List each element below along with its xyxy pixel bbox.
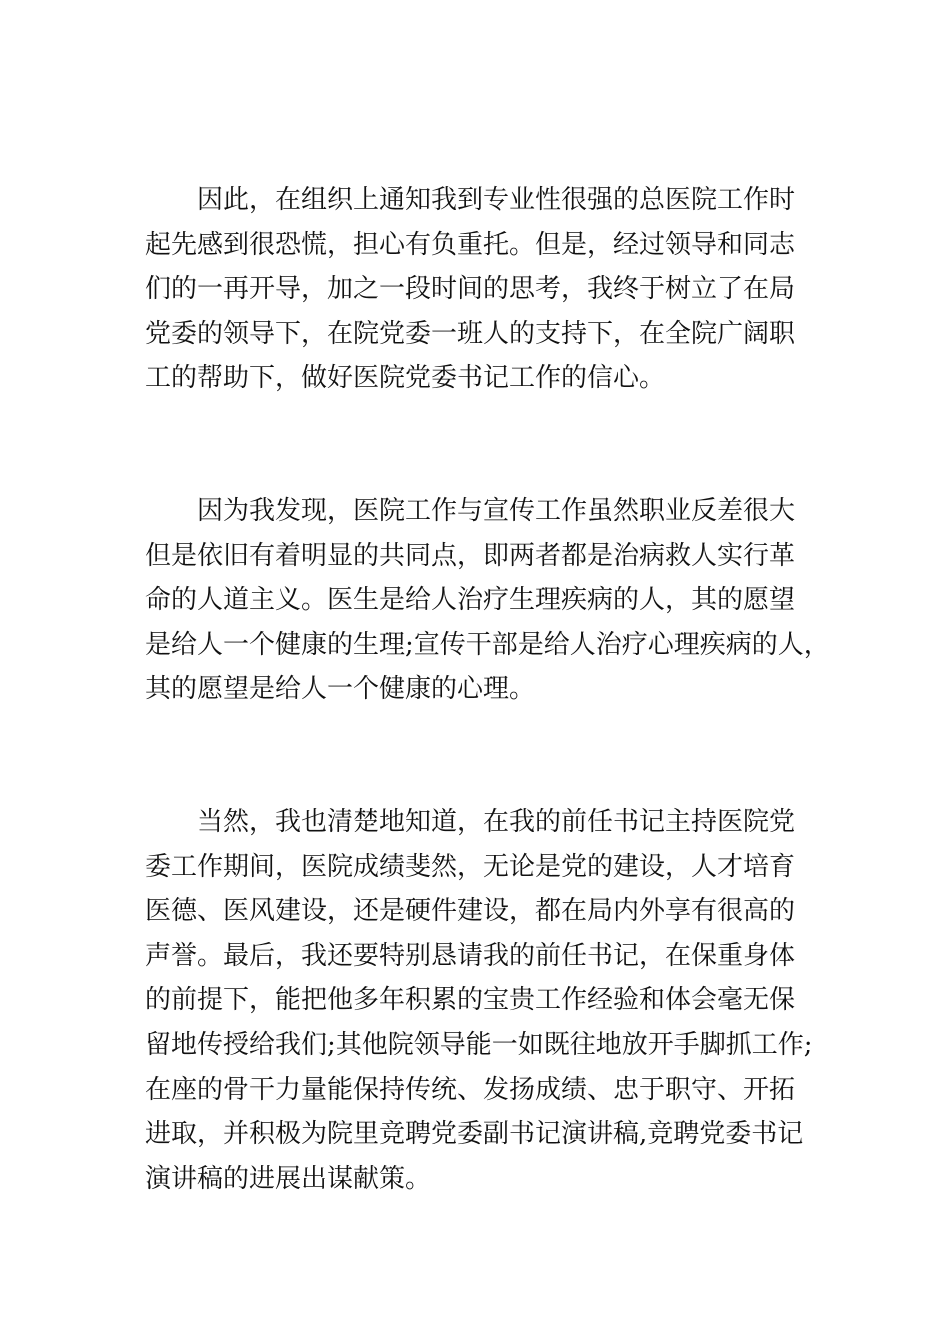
paragraph-line: 起先感到很恐慌，担心有负重托。但是，经过领导和同志 [145, 229, 796, 260]
paragraph-line: 在座的骨干力量能保持传统、发扬成绩、忠于职守、开拓 [145, 1074, 796, 1105]
paragraph-line: 留地传授给我们;其他院领导能一如既往地放开手脚抓工作; [145, 1029, 813, 1060]
paragraph-line: 但是依旧有着明显的共同点，即两者都是治病救人实行革 [145, 540, 796, 571]
paragraph-2 [145, 489, 830, 712]
paragraph-spacer [145, 401, 825, 489]
paragraph-line: 是给人一个健康的生理;宣传干部是给人治疗心理疾病的人， [145, 629, 830, 660]
paragraph-line: 因此，在组织上通知我到专业性很强的总医院工作时 [197, 185, 796, 215]
paragraph-spacer [145, 712, 825, 800]
paragraph-line: 的前提下，能把他多年积累的宝贵工作经验和体会毫无保 [145, 985, 796, 1016]
paragraph-line: 演讲稿的进展出谋献策。 [145, 1163, 432, 1194]
paragraph-line: 党委的领导下，在院党委一班人的支持下，在全院广阔职 [145, 318, 796, 349]
paragraph-line: 命的人道主义。医生是给人治疗生理疾病的人，其的愿望 [145, 585, 796, 616]
paragraph-line: 进取，并积极为院里竞聘党委副书记演讲稿,竞聘党委书记 [145, 1119, 804, 1150]
paragraph-line: 其的愿望是给人一个健康的心理。 [145, 674, 536, 705]
paragraph-line: 委工作期间，医院成绩斐然，无论是党的建设，人才培育 [145, 851, 796, 882]
paragraph-line: 因为我发现，医院工作与宣传工作虽然职业反差很大 [197, 495, 796, 526]
paragraph-1 [145, 178, 825, 401]
paragraph-3 [145, 800, 825, 1201]
document-page [145, 178, 830, 1201]
paragraph-line: 声誉。最后，我还要特别恳请我的前任书记，在保重身体 [145, 940, 796, 971]
paragraph-line: 们的一再开导，加之一段时间的思考，我终于树立了在局 [145, 274, 796, 305]
paragraph-line: 工的帮助下，做好医院党委书记工作的信心。 [145, 363, 666, 394]
paragraph-line: 当然，我也清楚地知道，在我的前任书记主持医院党 [197, 806, 796, 837]
paragraph-line: 医德、医风建设，还是硬件建设，都在局内外享有很高的 [145, 896, 796, 927]
